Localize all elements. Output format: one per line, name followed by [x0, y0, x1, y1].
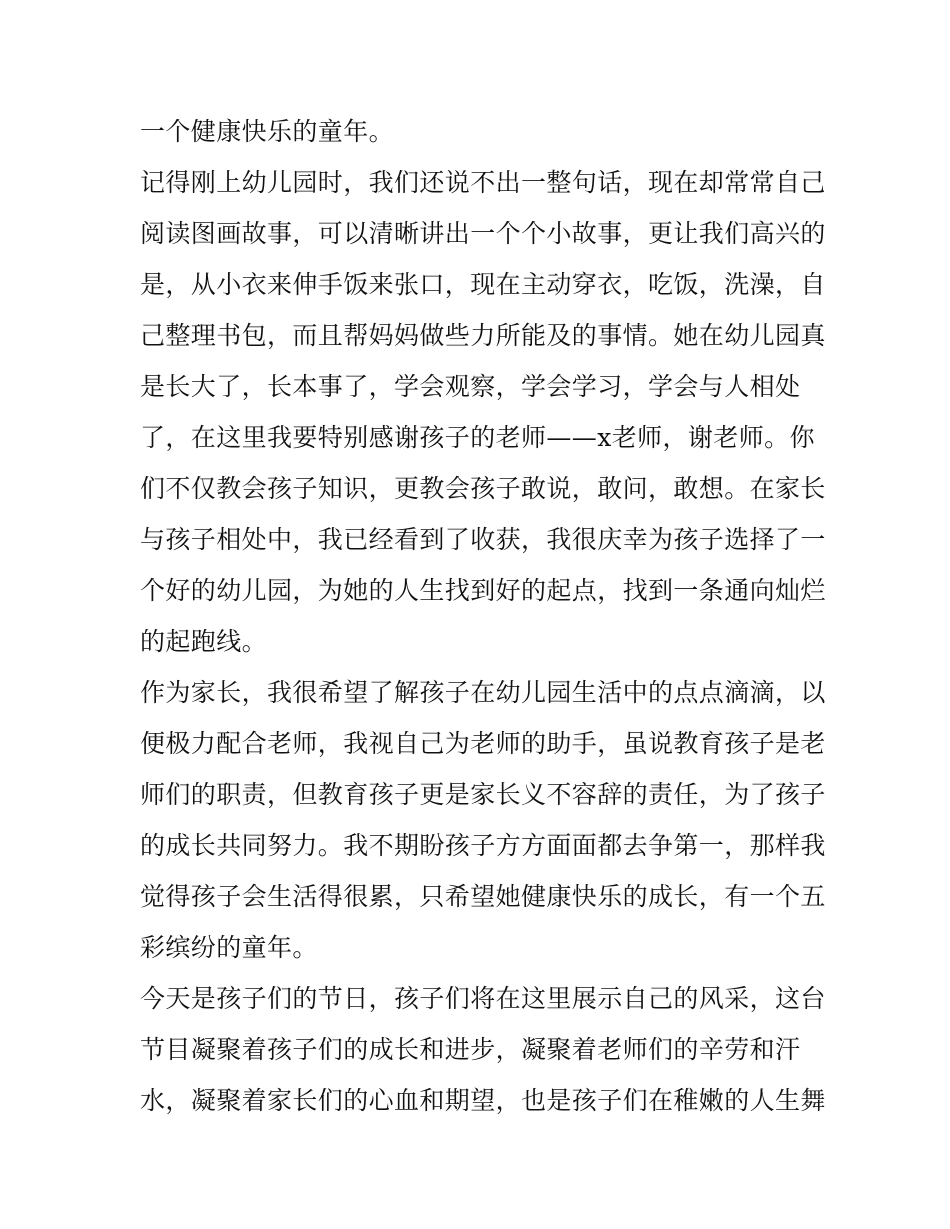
text-line-18: 今天是孩子们的节日，孩子们将在这里展示自己的风采，这台 — [140, 984, 826, 1013]
text-line-6: 是长大了，长本事了，学会观察，学会学习，学会与人相处 — [140, 372, 801, 401]
text-line-2: 记得刚上幼儿园时，我们还说不出一整句话，现在却常常自己 — [140, 168, 826, 197]
text-line-5: 己整理书包，而且帮妈妈做些力所能及的事情。她在幼儿园真 — [140, 321, 826, 350]
text-line-14: 师们的职责，但教育孩子更是家长义不容辞的责任，为了孩子 — [140, 780, 826, 809]
text-line-11: 的起跑线。 — [140, 627, 268, 656]
text-line-13: 便极力配合老师，我视自己为老师的助手，虽说教育孩子是老 — [140, 729, 826, 758]
text-line-3: 阅读图画故事，可以清晰讲出一个个小故事，更让我们高兴的 — [140, 219, 826, 248]
body-text — [140, 106, 826, 1126]
text-line-19: 节目凝聚着孩子们的成长和进步，凝聚着老师们的辛劳和汗 — [140, 1035, 801, 1064]
text-line-4: 是，从小衣来伸手饭来张口，现在主动穿衣，吃饭，洗澡，自 — [140, 270, 826, 299]
text-line-17: 彩缤纷的童年。 — [140, 933, 318, 962]
text-line-12: 作为家长，我很希望了解孩子在幼儿园生活中的点点滴滴，以 — [140, 678, 826, 707]
text-line-1: 一个健康快乐的童年。 — [140, 117, 395, 146]
text-line-9: 与孩子相处中，我已经看到了收获，我很庆幸为孩子选择了一 — [140, 525, 826, 554]
text-line-20: 水，凝聚着家长们的心血和期望，也是孩子们在稚嫩的人生舞 — [140, 1086, 826, 1115]
text-line-16: 觉得孩子会生活得很累，只希望她健康快乐的成长，有一个五 — [140, 882, 826, 911]
text-line-10: 个好的幼儿园，为她的人生找到好的起点，找到一条通向灿烂 — [140, 576, 826, 605]
text-line-8: 们不仅教会孩子知识，更教会孩子敢说，敢问，敢想。在家长 — [140, 474, 826, 503]
text-line-15: 的成长共同努力。我不期盼孩子方方面面都去争第一，那样我 — [140, 831, 826, 860]
text-line-7: 了，在这里我要特别感谢孩子的老师——x老师，谢老师。你 — [140, 423, 815, 452]
